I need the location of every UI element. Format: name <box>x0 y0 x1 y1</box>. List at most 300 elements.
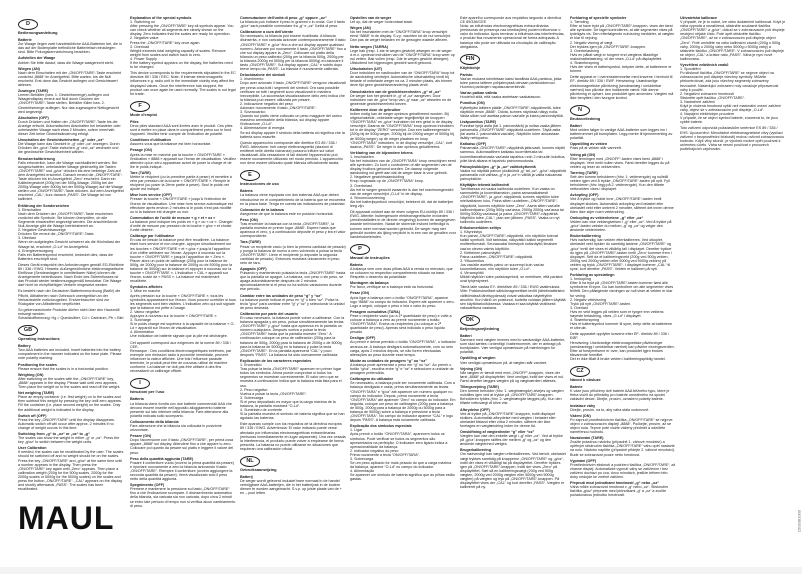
section-body: Med vekten følger to vanlige AAA-batterier som legges inn i batterirommet på bunnplaten. Legg merke til kjennemerking av polarität. <box>570 128 673 141</box>
section-body: Om nødvendigt kan vægten efterkalibreres. Ved tændt, ubelastet vægt trykkes samtidig på knapperne „ON/OFF/TARE“ og „g/oz“, indtil der vises et vilkårligt tal på displayfeltet. Derefter trykkes igen på „ON/OFF/TARE“-knappen, indtil der vises „Zero“ på displayfeltet. Sæt så en kalibreringsvægt (200g ved 500g vægten, 2000g ved 2000g vægten eller 5000g ved 5000g vægten) på vægten og tryk på „ON/OFF/TARE“-knappen. På displayfeltet vises der „CAL“ og kort derefter „PASS“. Vægten er kalibreret på ny. <box>460 452 566 490</box>
instruction-section <box>130 341 236 374</box>
instruction-section <box>130 171 236 191</box>
section-body: Tämä laite vastaa EY- direktiivin 89 / 336 / EWG vaatimuksia. Viite: Poikkeukselliset sähkömagneettiset levitit (lähetinlaitteistot välittömässä läheisyydessä) voivat vaikuttaa näytettyihin arvoihin. Kun häiriö on poistunut, tuotetta voidaan jälleen käyttää sen käyttötarkoituksessa. Vaakaa ei saa käyttää virallisesti vakautettuna vaakana. <box>460 285 566 310</box>
language-section-title: Bedienungsanleitung <box>18 30 58 35</box>
instruction-section <box>240 475 346 495</box>
section-body: Achten Sie bitte darauf, dass die Waage waagerecht steht. <box>18 60 114 65</box>
instruction-section <box>460 430 566 446</box>
section-body: Sett den tomme beholderen (hhv. 1. vektmengde) og nullstill vekten igjen ved å trykke „ON/OFF/TARE“-tasten på nytt. Fyll beholderen (hhv. legg på 2. vektmengde). Kun den tilførte nettovekten vises i displayet. <box>570 175 670 192</box>
instruction-section <box>460 120 566 140</box>
instruction-section <box>18 289 124 305</box>
section-body: If needed, the scales can be recalibrated by the user. The scales should be switched off and no weight should be on the scales. Press the key „ON/OFF/TARE“ and „g/oz“ at the same time until a number appears in the display. Then press the „ON/OFF/TARE“ key again until „Zero“ appears. Then place a calibration weight (200g for the 500g scales, 2000g for the 2000g scales or 5000g for the 5000g scales) on the scales and press the button „ON/OFF/TARE“. „CAL“ appears on the display and shortly afterwards „PASS“. The scales has been recalibrated. <box>18 450 124 492</box>
section-body: Tras encender la balanza con la tecla „ON/OFF/TARE“, la pantalla muestra en primer lugar „8888“. Espere hasta que aparezca el cero, y a continuación deposite el peso y lea el valor correspondiente. <box>240 222 346 239</box>
section-heading: Opstilling af vægten <box>460 356 496 361</box>
section-body: Zur Waage liegen zwei handelsübliche AAA-Batterien bei, die in das auf der Bodenplatte befindliche Batteriefach einzulegen sind. Bitte Polungskennzeichnung beachten. <box>18 42 122 55</box>
section-heading: Paristo <box>460 72 473 77</box>
article-code: 1503381000 <box>796 510 801 533</box>
instruction-section <box>460 16 566 49</box>
instruction-section <box>460 73 566 89</box>
section-body: Dopo l'accensione con il tasto „ON/OFF/TARE“, per prima cosa appare „8888“ sul display. Attendere fino a che appare lo zero. Collocare poi quanto da pesare sul piatto e leggere il valore del peso. <box>130 438 234 455</box>
section-body: After switching on the scales with the „ON/OFF/TARE“ key, „8888“ appears in the display. Please wait until zero appears. Then place the weight on to the scales and read off the weight. <box>18 376 121 390</box>
section-body: Hvis nødvendig, kan vekten etterkalibreres. Ved utkoplet, ubelastet vekt trykker du samtidig tastene „ON/OFF/TARE“ og „g/oz“ inntil det vises et vilkårlig tall i displayet. Deretter trykker du igjen på „ON/OFF/TARE“-tasten inntil „Zero“ kommer frem i displayet. Sett da et kalibreringsvekt (200g ved 500g vekten, 2000g ved 2000g vekten eller 5000g ved 5000g vekten) på vekten og trykk „ON/OFF/TARE“. I displayet kommer „CAL“ til syne, kort deretter „PASS“. Vekten er kalibrert på nytt. <box>570 238 672 271</box>
instruction-section <box>460 356 566 364</box>
section-body: Deux piles standard AAA sont livrées avec le produit. Ces piles sont à mettre en place dans le compartiment prévu sur le fond l'appareil. Veuillez tenir compte de l'indication de polarité. <box>130 123 233 137</box>
section-body: Vaaka voi näyttää painon yksikköinä „g“ tai „oz“. „g/oz“-näppäintä painamalla voit vaihtaa „g“:n ja „oz“:n välillä ja valita haluamasi painoyksikön. <box>460 168 566 181</box>
section-heading: Veiing på (ON) <box>570 152 596 157</box>
instruction-section <box>130 397 236 417</box>
instruction-section <box>570 142 676 150</box>
section-body: Please ensure that the scales is in a horizontal position. <box>18 366 109 371</box>
section-body: 1. Einschalten Nach dem Drücken der „ON/OFF/TARE“-Taste erscheinen zunächst alle Symbole. Sie können überprüfen, ob alle Segmente einwandfrei angezeigt werden. Die anschließende Null-Anzeige gibt die Waage betriebsbereit an. 2. Negative Gewichtsanzeige Drücken Sie erneut die „ON/OFF/TARE“-Taste. 3. Überlast Wenn ein aufgelegtes Gewicht schwerer als die Höchstlast der Waage ist, erscheint „O-Ld“ im Anzeigefeld. 4. Energieversorgung Falls ein Batteriesymbol erscheint, bedeutet dies, dass die Batterien erschöpft sind. <box>18 207 121 261</box>
section-heading: Abschalten (OFF) <box>18 115 49 120</box>
section-heading: Positioning the scales <box>18 362 57 367</box>
instruction-section <box>18 56 124 64</box>
instruction-section <box>460 408 566 428</box>
section-heading: Katkaisu (OFF) <box>460 142 487 147</box>
instruction-section <box>18 157 124 202</box>
language-badge-icon: N <box>570 105 590 116</box>
section-heading: Switching from „g“ to „oz“ or „oz“ to „g“ <box>18 431 90 436</box>
section-body: De weger wordt geleverd inclusief twee normaal in de handel verkrijgbare AAA-batterijen, die in het batterijvak in de bodem dienen te worden aangebracht. S.v.p. op juiste plaats van de + en – pool letten. <box>240 479 342 496</box>
text-column <box>680 16 786 153</box>
section-body: 1. Tænding Efter at have trykt på „ON/OFF/TARE“-knappen, vises der først alle symboler. De taget kontrolleres, at alle segmenter vises på tydeligvis vis. Den efterfølgende nulvisning meddeler, at vægten er klar til vejning. 2. Negativ visning af vægt Der trykkes igen på „ON/OFF/TARE“-knappen. 3. Overbelastning Hvis en påkat vægt er tungere end vægtens tilladelige maksimalbelastning, vil der vises „O-Ld“ på displayfeltet. 4. Strømforsyning Hvis der vises et batterisymbol, betyder dette, at batterierne er tomme. <box>570 20 675 74</box>
section-body: Lege bak (resp. 1.ste te wegen gewicht) afwegen en de weger d.m.v. opnieuw indrukken van de “ON/OFF/TARA” knop weer op nul zetten. Bak vullen (resp. 2de te wegen gewicht afwegen). Uitsluitend het bijgewogen gewicht wordt getoond. <box>350 48 455 65</box>
instruction-section <box>240 30 346 71</box>
section-body: Se necessario, la bilancia può essere ricalibrata. A bilancia disinserita, e non caricata azionare contemporaneamente il tasto „ON/OFF/TARE“ e „g/oz“ fino a che sul display appare qualsiasi numero. Azionare poi nuovamente il tasto „ON/OFF/TARE“ fino a che sul display appare la „Zero“. Collocare sul piatto della bilancia un peso calibrato (200g per la bilancia 500g, 2000g per la bilancia 2000g ed 5000g per la bilancia 5000g) ed azionare il tasto „ON/OFF/TARE“. Sul display appare „CAL“ e subito dopo breve tempo da „PASS“. La bilancia è nuovamente calibrata. <box>240 34 346 72</box>
instruction-section <box>570 234 676 271</box>
section-heading: Lisäpunnitus (TARE) <box>460 119 497 124</box>
instruction-section <box>570 436 676 456</box>
section-heading: Vejning (ON) <box>460 366 483 371</box>
instruction-section <box>460 91 566 99</box>
section-heading: Montagem da balança <box>350 281 389 286</box>
section-heading: Peso della quantità aggiunta (TARE) <box>130 456 194 461</box>
instruction-section <box>18 391 124 411</box>
instruction-section <box>680 16 786 61</box>
instruction-section <box>350 210 456 239</box>
page-bottom-edge <box>0 567 802 574</box>
section-body: The scales can show the weight in either „g“ or „oz“. Press the key „g/oz“ to switch between the weight units. <box>18 436 120 445</box>
section-heading: Pesage (ON) <box>130 148 152 153</box>
section-body: 1. Switching on After pressing the „ON/OFF/TARE“ key all symbols appear. You can check whether all segments are clearly shown on the display. Zero indicates that the scales are ready for operation. 2. Negative value Press the „ON/OFF/TARE“ key once again. 3. Overload Weight exceeds total weighing capacity of scales. Remove weight from scales and switch back to zero. 4. Power Supply If the battery symbol appears on the display, the batteries need to be changed. <box>130 20 234 70</box>
language-badge-icon: CZ <box>570 366 590 377</box>
instruction-section <box>18 89 124 114</box>
section-body: Após ligar a balança com o botão “ON/OFF/TARA”, aparece logo “8888” no campo do indicador. Espere até aparecer o zero. Logo a seguir, coloque o peso e leia o valor do peso. <box>350 295 455 308</box>
section-body: Falls erforderlich, kann die Waage nachkalibriert werden. Bei ausgeschalteter, unbelasteter Waage gleichzeitig die Tasten „ON/OFF/TARE“ und „g/oz“ drücken bis eine beliebige Zahl auf dem Anzeigefeld erscheint. Danach erneut die „ON/OFF/TARE“-Taste drücken bis im Anzeigefeld „Zero“ erscheint. Dann ein Kalibriergewicht (200g bei der 500g-Waage, 2000g bei der 2000g-Waage oder 5000g bei der 5000g-Waage) auf die Waage stellen und „ON/OFF/TARE“-Taste drücken. Auf dem Anzeigefeld erscheint „CAL“, kurz danach „PASS“. Die Waage ist nun kalibriert. <box>18 160 124 202</box>
section-heading: Batteri <box>570 123 582 128</box>
instruction-section <box>130 193 236 213</box>
section-body: A balança vem com duas pilhas AAA à venda no mercado, que se colocam no respectivo compartimento situado na base. Respeite o desenho da polaridade. <box>350 266 453 280</box>
section-body: Pese o recipiente vazio (ou a 1ª quantidade de peso) e volte a colocar a balança a zero ao premir novamente o botão “ON/OFF/TARA”. Encha os recipientes (ou coloque a 2ª quantidade de peso). Apenas será indicado o peso líquido pesado. <box>350 313 452 335</box>
section-body: Dbejte, prosím, na to, aby váha stála vodorovně. <box>570 407 650 412</box>
section-heading: Batteria <box>130 397 144 402</box>
language-badge-icon: E <box>240 170 260 181</box>
section-heading: Mise hors service (OFF) <box>130 193 172 198</box>
section-body: 1. Encendido Tras pulsar la tecla „ON/OFF/TARE“ aparecen en primer lugar todos los símbolos. Ahora puede comprobar si todos los segmentos se muestran correctamente. El valor cero que se muestra a continuación indica que la balanza está lista para el uso. 2. Peso negativo Vuelva a pulsar la tecla „ON/OFF/TARE“. 3. Sobrecarga Si el peso depositado es mayor que la carga máxima de la balanza, la pantalla mostrará “O-Ld”. 4. Suministro de corriente Si la pantalla muestra el símbolo de batería significa que se han agotado las baterías. <box>240 363 345 421</box>
section-body: Indien nodig kan de weger opnieuw gekalibreerd worden. Bij uitgeschakelde, onbelaste weger tegelijkertijd de knoppen “ON/OFF/TARA” en „g/oz“ indrukken tot een getal in de display verschijnt. Daarna de “ON/OFF/TARA” knop opnieuw indrukken tot in de display “ZERO” verschijnt. Dan een kalibreergewicht (200g bij de 500g weger, 2000g bij de 2000g weger of 5000g bij de 5000g weger) op de weger plaatsen en knop “ON/OFF/TARA” indrukken. In de display verschijnt „CAL“, kort daarna „PASS“. De weger is dan opnieuw gekalibreerd. <box>350 111 454 149</box>
section-body: Door indrukken en vasthouden van de “ON/OFF/TARA” knop tot de aanduiding verdwijnt. Automatische uitschakeling vindt bij belaste of onbelaste weger na ca. 2 minuten plaats, als binnen deze tijd geen gewichtsverandering plaats vindt. <box>350 71 455 88</box>
language-section-title: Instrucciones de uso <box>240 181 279 187</box>
instruction-section <box>350 108 456 149</box>
instruction-section <box>570 459 676 479</box>
section-heading: Instalace váhy <box>570 403 596 408</box>
section-heading: Vysvětlení zvláštních znaků <box>680 63 729 68</box>
section-body: Durch Drücken und Halten der „ON/OFF/TARE“-Taste bis die Anzeige erlischt. Automatisches Abschalten bei belasteter oder unbelasteter Waage nach etwa 2 Minuten, sofern innerhalb dieser Zeit keine Gewichtsänderung erfolgt. <box>18 119 121 137</box>
section-heading: Umschalten der Gewichtseinheiten „g“ oder „oz“ <box>18 138 105 143</box>
section-heading: Calibragem do utilizador <box>350 377 394 382</box>
section-heading: Weighing (ON) <box>18 372 44 377</box>
section-heading: Batería <box>240 189 253 194</box>
section-heading: Uživatelská kalibrace <box>680 16 718 20</box>
section-body: Se necessário, a balança pode ser novamente calibrada. Com a balança desligada e vazia, prima simultaneamente as teclas “ON/OFF/TARA” e “g/oz” até aparecer um número qualquer no campo do indicador. Depois, prima novamente a tecla “ON/OFF/TARA” até aparecer “Zero” no campo do indicador. Em seguida, coloque um peso de calibragem (200g para a balança de 500g, 2000g para a balança de 2000g ou 5000g para a balança de 5000g) sobre a balança e pressione a tecla „ON/OFF/TARA“. No campo do indicador aparece “CAL” e logo depois “PASS”. A balança está novamente calibrada. <box>350 381 456 423</box>
section-body: Dit apparaat voldoet aan de eisen volgens EU-richtlijn 89 / 336 / EWG. Attentie: buitengewone elektromagnetische invloeden (zendinstallaties in de directe omgeving) kunnen de aangegeven waarde beïnvloeden. Nadat de storende invloed beëindigd is kunnen weer normaal worden gebruikt. De weger mag niet gebruikt worden als ijking verplicht is in een van de gevallen voor handelsdoeleinden. <box>350 210 456 239</box>
section-heading: Navažování (TARE) <box>570 436 604 441</box>
language-section-title: Operating Instructions <box>18 336 60 342</box>
section-heading: Explicación de los caracteres especiales <box>240 358 312 363</box>
instruction-section <box>130 234 236 283</box>
section-body: Vægten kan vise den enkelte vægt i „g“ eller „oz“. Ved at trykke på „g/oz“-knappen skiftes der mellem „g“ og „oz“ og den ønskede vægtenhed vælges. <box>460 434 563 447</box>
section-body: Presser la touche « ON/OFF/TARE » jusqu'à l'extinction de l'écran de visualisation. Une mise hors service automatique est effectuée après environ 2 minutes si le poids n'est pas modifié ou si la balance est chargée ou non. <box>130 197 233 214</box>
instruction-section <box>460 142 566 162</box>
section-body: Painamalla „ON/OFF/TARE“-näppäintä jatkuvasti, kunnes näyttö sammuu. Automaattinen katkaisu kuormitetusta tai kuormittamattomasta vaa'asta tapahtuu noin 2 minuutin kuluttua, jollei tänä aikana ei tapahdu painonmuutosta. <box>460 146 566 163</box>
section-body: So gekennzeichnete Produkte dürfen nicht über den Hausmüll entsorgt werden. Schadstoffkennung: Hg = Quecksilber, Cd = Cadmium, Pb = Blei <box>18 307 124 320</box>
section-heading: Mudar as unidades de pesagem “g” ou “oz” <box>350 358 428 363</box>
section-heading: Brukerkalibrering <box>570 234 601 239</box>
section-heading: Erikoismerkkien selitys <box>460 226 501 231</box>
section-heading: Omkopling av vektenhetene „g“ eller „oz“ <box>570 215 644 220</box>
instruction-section <box>350 377 456 422</box>
section-body: Vær venligst opmærksom på, at vægten står vandret. <box>460 360 548 365</box>
section-heading: Calibrage par l'utilisateur <box>130 234 175 239</box>
section-body: Dieses Gerät entspricht den Anforderungen gemäß EG-Richtlinie 89 / 336 / EWG. Hinweis: Außergewöhnliche elektromagnetische Einflüsse (Sendeanlagen in unmittelbarer Nähe) können die Anzeigewerte beeinflussen. Nach Ende des Störeinflusses ist das Produkt wieder bestimmungsgemäß benutzbar. Die Waage darf nicht im eichpflichtigen Verkehr eingesetzt werden. <box>18 262 124 288</box>
instruction-section <box>350 26 456 42</box>
section-body: Prostřednictvím stisknutí a podržení tlačítka „ON/OFF/TARE“, až zhasne displej. Automatické vypnutí váhy se zatížením i bez zatížení dochází po cca. dvou minutách, jestliže během této doby nedojde ke změně zatížení. <box>570 462 676 479</box>
instruction-section <box>18 344 124 360</box>
section-heading: Apagado (OFF) <box>240 266 267 271</box>
section-heading: Zuwiegen (TARE) <box>18 89 49 94</box>
instruction-section <box>18 414 124 430</box>
instruction-section <box>350 310 456 335</box>
section-body: La balanza puede indicar el peso en “g” o bien “oz”. Pulse la tecla “g/oz” para cambiar entre “g” y “oz” y seleccionar la unidad de peso deseada. <box>240 297 345 310</box>
section-heading: Desligar (OFF) <box>350 336 376 341</box>
section-heading: Delucidazione dei simboli <box>240 73 286 78</box>
instruction-section <box>460 165 566 181</box>
instruction-section <box>240 359 346 420</box>
section-heading: Verklaring van de bijzondere tekens <box>350 150 413 155</box>
instruction-section <box>460 334 566 354</box>
instruction-section <box>18 67 124 87</box>
instruction-section <box>570 332 676 361</box>
section-heading: Omskiftning af vægtenheder “g” eller “oz” <box>460 429 535 434</box>
section-body: Når vægten er tændt med med „ON/OFF“-knappen, vises der først „8888“ på displayfeltet. Vent venligst, indtil der vises et nul. Først derefter lægges vægten på og vægtværdien aflæses. <box>460 370 565 383</box>
section-heading: Batterij <box>240 475 253 480</box>
section-body: Zvažte prázdnou nádobu (případně 1. váhové množství) a opětným stisknutím tlačítka „ON/OFF/TARE“ váhu opět nastavte na nulu. Nádobu naplňte (případně přidejte 2. váhové množství). Bude se zobrazovat pouze netto hmotnost. <box>570 440 676 457</box>
instruction-section <box>130 120 236 136</box>
instruction-section <box>350 424 456 481</box>
section-heading: Wegen (AN) <box>350 26 371 31</box>
instruction-section <box>130 148 236 168</box>
section-heading: Aufstellen der Waage <box>18 56 56 61</box>
instruction-section <box>350 263 456 279</box>
instruction-section <box>460 448 566 489</box>
language-section-title: Mode d'emploi <box>130 111 158 117</box>
section-heading: Switch off (OFF) <box>18 413 47 418</box>
section-body: La bilancia può indicare il peso in grammi o in oncia. Con il tasto „g/oz“ sarà possibile commutare fra „g“ e „oz“ l'unità di peso. <box>240 20 345 29</box>
section-heading: Brugerkalibrering <box>460 448 491 453</box>
language-badge-icon: D <box>18 19 38 30</box>
instruction-section <box>18 116 124 136</box>
section-heading: Batterie <box>18 38 32 43</box>
instruction-section <box>18 138 124 154</box>
instruction-section <box>570 481 676 497</box>
section-body: Etter tenningen med „ON/OFF“-tasten vises først „8888“ i displayet. Vent inntil nullen vises. Først deretter legges du på vekten og leser av vektverdien. <box>570 156 670 169</box>
section-body: Ao premir e deixar premido o botão “ON/OFF/TARA”, o indicador arranca-se. A balança desligará automaticamente, com ou sem carga, após 2 minutos depois, se não forem efectuadas alterações ao peso durante esse tempo. <box>350 340 456 357</box>
section-heading: Bateria <box>350 262 363 267</box>
section-body: 1. Innkopling Etter å ha trykt på „ON/OFF/TARE“-tasten kommer først alle symbolene til syne. Du kan kontrollere om alle segmenter vises feilfritt. Den påfølgende visningen av null viser at vekten er klar for veiing. 2. Negativ vektvisning Trykk på nytt „ON/OFF/TARE“-tasten. 3. Overlast Hvis en vekt legges på vekten som er tyngre enn vektens høyeste belastning, vises „O-Ld“ i displayet. 4. Strømforsyning Hvis et batterisymbol kommer til syne, betyr dette at batteriene er utbrukt. <box>570 277 674 331</box>
language-section-title: Betjeningsvejledning <box>460 325 500 331</box>
section-body: Asegúrese de que la balanza esté en posición horizontal. <box>240 211 334 216</box>
section-heading: Tarering (TARE) <box>570 170 598 175</box>
instruction-section <box>350 359 456 375</box>
section-body: En caso necesario, la balanza puede volver a calibrarse. Con la balanza apagada y sin peso, pulsar simultáneamente las teclas „ON/OFF/TARE“ y „g/oz“ hasta que aparezca en la pantalla un número cualquiera. Después vuelva a pulsar la tecla „ON/OFF/TARE“ hasta que la pantalla muestre “Zero”. A continuación coloque un peso de calibración (200g para la balanza de 500g, 2000g para la balanza de 2000g o de 5000g para la balanza de 5000g) en la balanza y pulse la tecla „ON/OFF/TARE“. En la pantalla aparecerá “CAL” y poco después “PASS”. La balanza ha sido nuevamente calibrada. <box>240 316 345 357</box>
section-heading: Symboles affichés <box>130 285 163 290</box>
section-body: Pulsando y manteniendo pulsada la tecla „ON/OFF/TARE“ hasta que la pantalla se apague. La balanza, con peso o sin peso, se apaga automáticamente después de 2 minutos aproximadamente si el peso no ha sufrido variaciones durante ese período. <box>240 271 346 292</box>
section-body: Questo apparecchio corrisponde alle direttive EG 89 / 336 / EWG. Attenzione: forti campi elettromagnetici (stazioni di emittenti nelle diretta vicinanza) possono influire sui valori visualizzati. Alla cessazione di tali disturbi l'apparecchio può essere nuovamente utilizzato nel modo previsto. L'apparecchio non deve essere utilizzato quale bilancia ufficialmente tarata. <box>240 140 343 166</box>
section-body: La balanza viene equipada con dos baterías AAA que deben introducirse en el compartimiento de la batería que se encuentra en la placa base. Tenga en cuenta las indicaciones de polaridad. <box>240 193 346 206</box>
instruction-section <box>350 90 456 106</box>
instruction-section <box>130 16 236 69</box>
section-body: Váha může zobrazovat hmotnost v „g“ nebo „oz“. Stisknutím tlačítka „g/oz“ přepnete mezi jednotkami „g“ a „oz“ a zvolíte požadovanou jednotku hmotnosti. <box>570 485 669 498</box>
section-body: Dette apparatet oppfyller kravene etter EF- direktiv 89 / 336 / EØF. Henvisning: Usedvanlige elektromagnetiske påvirkninger (sendeanlegg i umiddelbar nærhet) kan påvirke visningsverdien. Etter at forstyrrelsene er over, kan produktet igjen brukes tilsvarende formålet. Det er ikke tillatt å bruke vekten i kalibreringspliktig handel. <box>570 332 675 361</box>
language-section-title: Návod k obsluze <box>570 377 601 383</box>
section-heading: User Calibration <box>18 446 47 451</box>
section-body: Ved at trykke på „ON/OFF/TARE“-knappen, indtil displayet slukkes. Automatisk afbrydelse med vægten i belastet eller ubelastet tilstand efter cirka 2 minutter, såfremt der ikke foretages en vægtændring inden for denne tid. <box>460 411 556 428</box>
language-badge-icon: GB <box>18 325 38 336</box>
section-body: Dette apparat er i overensstemmelse med kravene i henhold til EF- direktiv 89 / 336 / EWF. Henvisning: Usædvanlige elektromagnetiske påvirkning (sendeanlæg i umiddelbar nærhed) kan påvirke den indikerede værdi. Når denne påvirkning er ophørt, kan produktet igen anvendes. Vægten må ikke benyttes i den tvungne kontrol. <box>570 75 674 100</box>
language-section-title: Gebruiksaanwijzing <box>240 467 277 472</box>
section-heading: Colocación de la balanza <box>240 207 284 212</box>
section-heading: Forklaring af specielle symboler <box>570 16 627 20</box>
instruction-section <box>18 38 124 54</box>
instruction-section <box>570 273 676 330</box>
instruction-section <box>18 308 124 320</box>
instruction-section <box>130 457 236 482</box>
section-heading: Forklaring av spesialtegn <box>570 273 615 278</box>
section-body: This device corresponds to the requirements stipulated in the EC directive 89 / 336 / EEC. Note: If intense electromagnetic influences e.g. radio unit in the immediate vicinity may affect the displayed values. Once the interference has stopped, the product can once again be used normally. The scales is not legal for trade. <box>130 71 236 96</box>
section-heading: Calibrazione a cura dell'utente <box>240 30 294 35</box>
instruction-section <box>570 171 676 191</box>
instruction-section <box>350 16 456 24</box>
section-heading: Přepnutí mezi jednotkami hmotnosti „g“ nebo „oz“ <box>570 481 660 486</box>
section-heading: Oppstilling av vekten <box>570 142 608 147</box>
instruction-section <box>18 432 124 444</box>
instruction-section <box>130 216 236 232</box>
language-badge-icon: P <box>350 244 370 255</box>
section-body: V případě, že je to nutné, lze váhu dodatečně kalibrovat. Když je váha vypnutá a nezatížená, stiskněte současně tlačítka „ON/OFF/TARE“ a „g/oz“, dokud se v zobrazovacím poli displeje neobjeví nějaké číslo. Poté opět stiskněte tlačítko „ON/OFF/TARE“, až se v zobrazovacím poli displeje objeví „Zero“. Poté umístěte na váhu kalibrační závaží (200g u 500g váhy, 2000g u 2000g váhy nebo 5000g u 5000g váhy) a stiskněte tlačítko „ON/OFF/TARE“. V zobrazovacím poli displeje se objeví „CAL“ a krátce nato „PASS“. Váha je nyní nově kalibrována. <box>680 20 786 61</box>
section-body: Après la mise en marche par la touche « ON/OFF/TARE » l'indication « 8888 » apparaît sur l'écran de visualisation. Veuillez attendre qu'un zéro apparaisse avant de poser la charge et de lire le poids indiqué. <box>130 152 236 169</box>
instruction-section <box>240 422 346 451</box>
instruction-section <box>460 367 566 383</box>
section-body: Place an empty container (i.e. first weight) on to the scales and then subtract this weight by pressing the key until zero appears. Fill the container (i.e. place second weight) on the scales. Only the additional weight is indicated in the display. <box>18 395 122 412</box>
text-column <box>18 16 124 535</box>
section-body: La bilancia viene fornita con due batterie commerciali AAA che devono essere inserite nell'apposito alloggiamento batterie presente sul lato inferiore della bilancia. Fare attenzione alla polarità indicata sullo scomparto. <box>130 401 232 418</box>
section-body: 1. Inschakelen Na het indrukken van de „ON/OFF/TARA“ knop verschijnen eerst alle symbolen. Zo kunt u controleren of alle segmenten van de display foutloos getoond worden. De daarop volgende aanduiding nul geeft aan dat de weger klaar is voor gebruik. 2. Negatieve gewichtsaanduiding Knop nogmaals op de „ON/OFF/TARA“ knop. 3. Overbelast Als het te wegen gewicht zwaarder is dan het maximumgewicht van de weger verschijnt „O-Ld“ in de display. 4. Stroomvoorziening Als het batterijsymbool verschijnt, betekent dit, dat de batterijen leeg zijn. <box>350 154 456 209</box>
section-heading: Commutation de l'unité de mesure « g » et « oz » <box>130 215 216 220</box>
language-section-title: Bruksveiledning <box>570 115 601 121</box>
section-heading: Käyttäjän tekemä kalibrointi <box>460 183 509 188</box>
section-body: De weger kan het gewicht in „g“ of „oz“ aangeven. Door indrukken van de „g/oz“ knop van „g“ naar „oz“ wisselen en de gewenste gewichtseenheid kiezen. <box>350 93 452 106</box>
section-body: Pesar un recipiente vacío (o bien la primera cantidad de pesado) y ponga la balanza de nuevo a cero volviendo a pulsar la tecla „ON/OFF/TARE“. Llene el recipiente (o deposite la segunda cantidad de pesado). Entonces mostrará únicamente el peso neto de tara. <box>240 244 346 265</box>
section-body: Ved å trykke og holde inne „ON/OFF/TARE“-tasten inntil displayet slukkes. Automatisk avkopling ved belastet eller ubelastet vekt etter omtrent 2 minutter, såfremt det innen denne tiden ikke skjer noen vektendring. <box>570 197 674 214</box>
section-body: 1. Mise en marche Après pression sur la touche « ON/OFF/TARE », tous les symboles apparaissent sur l'écran. Vous pouvez contrôler si tous les segments sont bien visibles. L'indication zéro qui suit signale que la balance est prête à l'usage. 2. Valeur négative Appuyez à nouveau sur la touche « ON/OFF/TARE ». 3. Surcharge Si le poids chargé est supérieur à la capacité de la balance « O-Ld » apparaît sur l'écran de visualisation. 4. Alimentation Une indication de batterie signale que la pile est déchargée. <box>130 289 236 339</box>
section-body: Vaa'an mukana toimitetaan kaksi tavallista AAA-paristoa, jotka tulee panna laitteen pohjalevyssä olevaan paristolokeroon. Huomioi paristojen napaisuusmerkinnät. <box>460 76 562 90</box>
text-column <box>130 16 236 510</box>
language-section-title: Istruzioni per l'uso <box>130 389 165 395</box>
section-heading: Afbrydelse (OFF) <box>460 407 490 412</box>
section-body: Den tomme beholder (hhv. 1. vægtmængde) afvejes og vægten nulstilles igen ved at trykke på „ON/OFF/TARE“-knappen. Beholderen fyldes (hhv. 2. vægtmængde lægges på). Kun den tilførte nettovægt vil blive vist. <box>460 389 564 406</box>
instruction-section <box>570 414 676 434</box>
section-body: Premere e mantenere la pressione sul tasto „ON/OFF/TARE“ fino a che l'indicazione scompare. Il disinserimento automatico della bilancia, sia caricata sia non caricata, dopo circa 2 minuti se entro tale periodo di tempo non si verifica alcun cambiamento di peso. <box>130 487 236 508</box>
text-column <box>570 16 676 499</box>
section-body: Por favor, verifique se a balança está na horizontal. <box>350 285 434 290</box>
section-heading: Uitschakelen (UIT) <box>350 67 383 72</box>
section-heading: Commutazione dell'unità di peso „g“ oppure „oz“ <box>240 16 327 20</box>
section-heading: Baterie <box>570 385 583 390</box>
section-body: Tarvittaessa voi vaaka kalibroida uudelleen. Kun vaaka on sammutettu ja kuormittamaton, paina samanaikaisesti „ON/OFF/TARE“- ja „g/oz“-näppäimiä, kunnes näyttöön tulee mielivaltainen luku. Paina sitten uudelleen „ON/OFF/TARE“-näppäintä, kunnes näyttöön tulee „Zero“. Aseta sitten vaa'alle kalibrointipaino (200g 500g vaa'assa, 2000g 2000g vaa'assa tai 5000g 5000g vaa'assa) ja paina „ON/OFF/TARE“-näppäintä. Näyttöön tulee „CAL“, pian sen jälkeen „PASS“. Vaaka on nyt kalibroitu uudelleen. <box>460 187 564 224</box>
section-heading: Erklärung der Sonderzeichen <box>18 203 70 208</box>
section-body: 1. Spouštění Po stisknutí tlačítka „ON/OFF/TARE“ se nejprve objeví na zobrazovacím poli displeje všechny symboly. Můžete překontrolovat, zda jsou všechny segmenty zobrazeny bezvadně. Následující zobrazení nuly označuje připravenost váhy k použití. 2. Negativní zobrazení hmotnosti Stiskněte opět tlačítko „ON/OFF/TARE“. 3. Nadměrné zatížení Když je vložená hmotnost vyšší než maximální mezní zatížení váhy, objeví se v zobrazovacím poli displeje „O-Ld“. 4. Napájení elektrickým proudem V případě, že se objeví symbol baterie, znamená to, že jsou vybité baterie. <box>680 67 782 125</box>
section-heading: Spegnimento (OFF) <box>130 483 165 488</box>
section-heading: Vypínání (OFF) <box>570 458 597 463</box>
language-badge-icon: F <box>130 101 150 112</box>
section-body: Posare il contenitore vuoto (ovvero la prima quantità da pesare) e riportare nuovamente a zero la bilancia azionando il tasto „ON/OFF/TARE“. Riempire il contenitore (ovvero aggiungere la seconda quantità da pesare). Verrà visualizzato solo il peso netto della quantità aggiunta. <box>130 460 234 482</box>
instruction-section <box>18 373 124 389</box>
section-heading: Netto wegen (TARRA) <box>350 44 389 49</box>
section-heading: Calibración por parte del usuario <box>240 311 298 316</box>
section-body: Po zapnutí prostřednictvím tlačítka „ON/OFF/TARE“ se nejprve objeví v zobrazovacím displeji „8888“. Počkejte, prosím, až se objeví nula. Teprve poté vložte vážený předmět a odečtěte naměřenou hodnotu. <box>570 417 673 435</box>
section-heading: Battery <box>18 344 31 349</box>
instruction-section <box>460 385 566 405</box>
section-heading: Cambiar entre las unidades de peso “g” y “oz” <box>240 293 322 298</box>
instruction-section <box>570 75 676 100</box>
instruction-section <box>240 294 346 310</box>
section-heading: Opstellen van de weger <box>350 16 392 20</box>
instruction-section <box>460 183 566 224</box>
section-body: Let op, dat de weger horizontaal staat. <box>350 20 413 25</box>
language-section-title: Manual de instruções <box>350 254 390 260</box>
section-heading: Benutzerkalibrierung <box>18 156 55 161</box>
section-body: Nach dem Einschalten mit der „ON/OFF/TARE“-Taste erscheint zunächst „8888“ im Anzeigefeld. Bitte warten, bis die Null erscheint. Erst dann das Gewicht auflegen und Gewichtswert ablesen. <box>18 70 122 88</box>
section-body: 1. Käynnistys Kun painat „ON/OFF/TARE“-näppäintä, niin näyttöön tulevat kaikki symbolit. Voit tarkistaa, näkyvätkö kaikki segmentit moitteettomasti. Seuraavaksi ilmestyvä nollanäyttö ilmaisee vaa'an olevan valmis käyttöön. 2. Kielteinen painonäyttö Paina uudelleen „ON/OFF/TARE“-näppäintä. 3. Ylikuormitus Jos vaa'alle asetettu paino on suurempi kuin vaa'an kuormitettavuus, niin näyttöön tulee „O-Ld“. 4. Virransyöttö Mikäli näyttöön tulee paristosymboli, se merkitsee, että paristot ovat tyhjentyneet. <box>460 230 563 284</box>
section-body: Kytkettyäsi laitteen päälle „ON/OFF/TARE“-näppäimellä, tulee näyttöön ensin „8888“. Odota, kunnes näytössä näkyy nolla. Vasta silloin voit asettaa painon vaa'alle ja lukea painonnäyttöä. <box>460 105 564 118</box>
section-body: 1. Ligar Após premir o botão “ON/OFF/TARA”, aparecem todos os símbolos. Pode verificar se todos os segmentos são apresentados na perfeição. O indicador zero ligado indica a operacionalidade da balança. 2. Indicador negativo do peso Prima novamente a tecla “ON/OFF/TARA”. 3. Sobrecarga Se um peso aplicado for mais pesado do que a carga máxima da balança, aparece “O-Ld” no campo do indicador. 4. Alimentação Se aparecer um símbolo de bateria significa que as pilhas estão gastas. <box>350 428 455 482</box>
instruction-section <box>460 285 566 310</box>
instruction-section <box>130 420 236 432</box>
instruction-section <box>130 483 236 508</box>
section-heading: Avkopling (OFF) <box>570 193 599 198</box>
instruction-section <box>130 434 236 454</box>
instruction-section <box>570 193 676 213</box>
instruction-section <box>130 71 236 96</box>
text-column <box>460 16 566 491</box>
section-body: K váze jsou přiloženy dvě baterie AAA běžného typu, které je třeba vložit do přihrádky pro baterie umístěného na spodní základní desce. Dbejte, prosím, označení polarity baterie. <box>570 389 670 402</box>
section-heading: Peso (ON) <box>240 217 258 222</box>
language-badge-icon: FIN <box>460 54 480 65</box>
language-badge-icon: NL <box>240 456 260 467</box>
instruction-section <box>18 446 124 491</box>
section-body: Huolehdi siitä, että vaaka asetetaan vaakatasoon. <box>460 95 542 100</box>
instruction-section <box>240 189 346 205</box>
section-body: Fare attenzione che la bilancia sia collocata in posizione orizzontale. <box>130 423 222 433</box>
section-heading: Batteri <box>460 334 472 338</box>
section-heading: Pesar (ON) <box>350 291 370 296</box>
instruction-section <box>570 216 676 232</box>
instruction-section <box>350 151 456 208</box>
instruction-section <box>570 124 676 140</box>
text-column <box>350 16 456 484</box>
section-body: Punnitse tyhjä astia (tai 1. painomäärä) ja nollaa vaaka jälleen painamalla „ON/OFF/TARE“-näppäintä uudelleen. Täytä astia (tai aseta 2. painomäärä vaa'alle). Näyttöön tulee ainoastaan lisätty nettopaino. <box>460 123 562 141</box>
instruction-section <box>350 67 456 87</box>
instruction-section <box>18 263 124 288</box>
section-heading: Conditions d'utilisation <box>130 138 171 143</box>
instruction-section <box>130 138 236 146</box>
instruction-section <box>680 63 786 124</box>
instruction-section <box>240 267 346 292</box>
section-body: Two AAA batteries are included. Insert batteries into the battery compartment in the manner indicated on the base plate. Please note polarity marking. <box>18 348 122 361</box>
instruction-section <box>240 218 346 238</box>
section-heading: Pesagem cumulativa (TARA) <box>350 309 400 314</box>
section-body: Cet appareil correspond aux exigences de la norme 89 / 336 / CEE. Remarque : Des conditions électromagnétiques extrêmes, par exemple une émission radio à proximité immédiate, peuvent influencer la valeur affichée. Une fois l'influence parasite terminée, le produit peut être de nouveau utilisé de manière conforme. La balance ne doit pas être utilisée à des fins nécessitant un calibrage officiel. <box>130 340 232 374</box>
section-body: Toto zařízení odpovídá požadavkům směrnice ES 89 / 336 / EHS. Upozornění: Mimořádné elektromagnetické vlivy (vysílací zařízení v bezprostřední blízkosti) mohou ovlivnit zobrazovanou hodnotu. Když vlivy skončí, je výrobek možné opět používat k určenému účelu. Váha se nesmí používat v provozech podléhajících cejchování. <box>680 126 784 151</box>
section-body: 1. Inserimento Dopo aver azionato il tasto „ON/OFF/TARE“ vengono visualizzati per prima cosa tutti i segmenti dei simboli. Ora sarà possibile verificare se tutti i segmenti sono visualizzati in maniera ineccepibile. La successiva visualizzazione dello zero indica che la bilancia può essere utilizzata per pesare. 2. Indicazione negativa del peso Azionare nuovamente il tasto „ON/OFF/TARE“. 3. Sovraccarico Quando sul piatto viene collocato un peso maggiore del carico massimo ammissibile della bilancia, sul display appare l'indicazione „O-Ld“. 4. Alimentazione di energia Se sul display appare il simbolo della batteria ciò significa che la batteria sono esaurite. <box>240 77 346 139</box>
section-heading: Punnitus (ON) <box>460 101 485 106</box>
section-body: Este aparato cumple con los requisitos de la directiva europea 89 / 336 / EWG. Advertencia: El valor indicado puede verse afectado por influencias electromagnéticas extraordinarias (emisoras inmediatamente en lugar adyacente). Una vez cesada la interferencia, el producto puede volver a emplearse de forma prescrita. La balanza no puede utilizarse en situaciones que requieran una calibración oficial. <box>240 422 346 451</box>
section-body: Assurez-vous que la balance est bien horizontale. <box>130 142 212 147</box>
instruction-section <box>240 141 346 166</box>
section-body: En cas de besoin la balance peut être recalibrée. La balance étant hors service et non chargée, appuyer simultanément sur les touches « ON/OFF/TARE » et « g/oz » jusqu'à l'apparition d'un chiffre arbitraire sur l'écran. Appuyer à nouveau sur la touche « ON/OFF/TARE » jusqu'à l'apparition de « Zero ». Placer alors un poids de calibrage (200g pour la balance de 500g, de 2000g pour la balance de 2000g ou de 5000g pour la balance de 5000g) sur la balance et appuyer à nouveau sur la touche « ON/OFF/TARE ». L'indication « CAL » apparaît sur l'écran, suivie de « PASS ». La balance est maintenant recalibrée. <box>130 238 233 284</box>
section-body: Este aparelho corresponde aos requisitos segundo a directiva CE 89/336/CEE. Nota: as influências electromagnéticas extraordinárias (emissoras de presença nas imediações) podem influenciar o valor do indicador. Após terminar a influência das interferências, o produto fica novamente operacional de forma adequada. A balança não pode ser utilizada na circulação de calibração obrigatória. <box>460 16 565 49</box>
instruction-section <box>18 363 124 371</box>
instruction-section <box>570 16 676 73</box>
language-badge-icon: DK <box>460 315 480 326</box>
instruction-section <box>18 204 124 261</box>
instruction-section <box>350 291 456 307</box>
section-body: Mettre le récipient (ou la première partie à peser) et remettre à zéro par pression de la touche « ON/OFF/TARE ». Remplir le récipient (ou poser la 2ème partie à peser). Seul le poids net ajouté est indiqué. <box>130 175 232 192</box>
section-heading: Painoyksikköjen „g“ ja „oz“ vaihtokytkentä <box>460 164 536 169</box>
text-column <box>240 16 346 498</box>
instruction-section <box>570 385 676 401</box>
instruction-section <box>240 240 346 265</box>
instruction-section <box>460 226 566 283</box>
instruction-section <box>240 16 346 28</box>
section-heading: Tara (TARE) <box>240 240 261 245</box>
instruction-section <box>130 285 236 338</box>
section-heading: Piles <box>130 119 139 124</box>
instruction-section <box>350 336 456 356</box>
instruction-section <box>240 208 346 216</box>
section-heading: Kalibreren door de gebruiker <box>350 107 401 112</box>
section-body: Na het inschakelen met de “ON/OFF/TARA” knop verschijnt eerst “8888” in de display. S.v.p. wachten tot de nul verschijnt. Dan pas de weger belasten en de gewogen waarde aflezen. <box>350 30 451 43</box>
section-body: Vekten kan vise vektangivelsen i „g“ eller „oz“. Ved å trykke på „g/oz“-tasten veksler du mellom „g“ og „oz“ og velger den ønskede vektenheten. <box>570 219 672 233</box>
section-body: Die Waage kann das Gewicht in „g“ oder „oz“ anzeigen. Durch Drücken der „g/oz“-Taste zwischen „g“ und „oz“ wechseln und die gewünschte Gewichtseinheit wählen. <box>18 142 120 155</box>
section-heading: Vážení (ON) <box>570 413 591 418</box>
section-body: Pass på at vekten står vannrett. <box>570 146 622 151</box>
instruction-section <box>350 281 456 289</box>
language-badge-icon: I <box>130 378 150 389</box>
instruction-section <box>350 45 456 65</box>
section-heading: Omschakelen van de gewichtseenheden „g“ of „oz“ <box>350 89 441 94</box>
instruction-section <box>570 404 676 412</box>
